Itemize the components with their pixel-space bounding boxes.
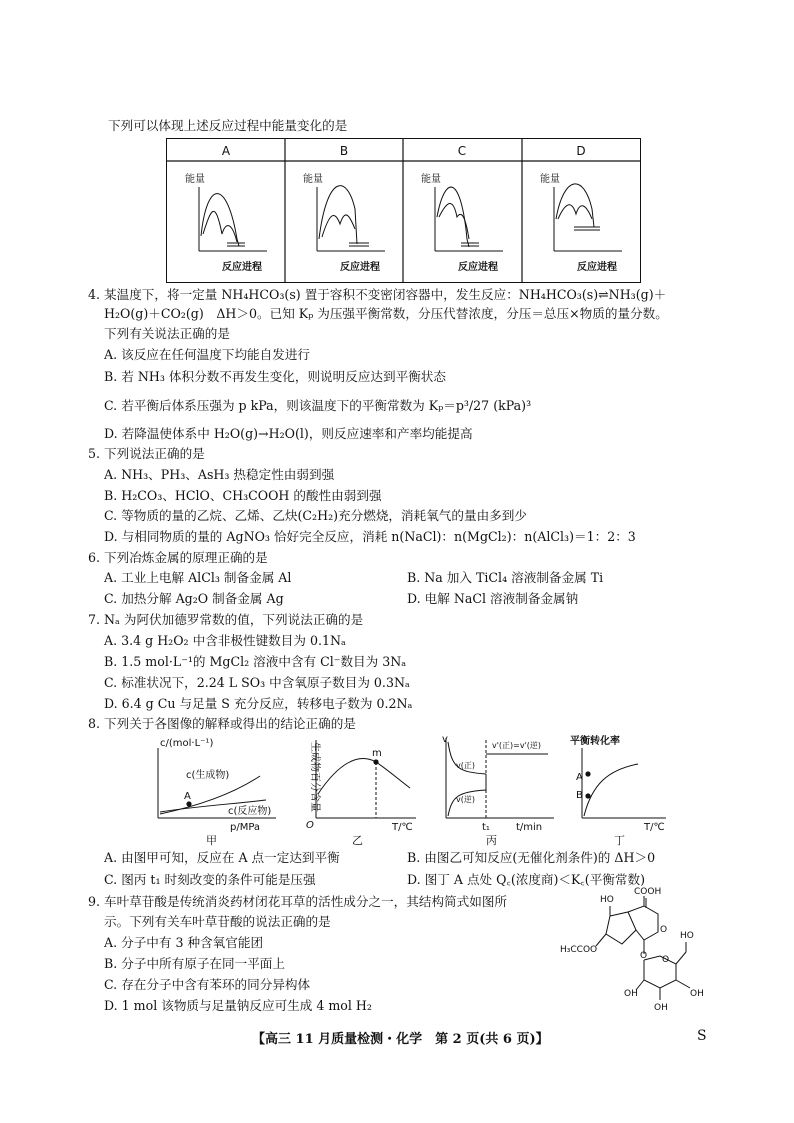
q4-stem-1: 4. 某温度下，将一定量 NH₄HCO₃(s) 置于容积不变密闭容器中，发生反应：NH₄HCO₃(s)⇌NH₃(g)＋	[88, 287, 667, 302]
page-mark: S	[697, 1028, 707, 1044]
bing-caption: 丙	[486, 834, 497, 846]
bing-v-reverse: v(逆)	[456, 795, 475, 804]
struct-oh-right: OH	[690, 989, 704, 999]
q6-stem: 6. 下列冶炼金属的原理正确的是	[88, 550, 268, 565]
bing-ylabel: v	[442, 734, 448, 745]
q4-stem-2: H₂O(g)＋CO₂(g) ΔH＞0。已知 Kₚ 为压强平衡常数，分压代替浓度，分压＝总压×物质的量分数。	[104, 306, 668, 321]
q5-option-a: A. NH₃、PH₃、AsH₃ 热稳定性由弱到强	[104, 467, 335, 482]
ding-ylabel: 平衡转化率	[570, 736, 620, 747]
jia-curve-reactant: c(反应物)	[228, 806, 272, 817]
q8-option-a: A. 由图甲可知，反应在 A 点一定达到平衡	[104, 850, 340, 865]
q9-stem-1: 9. 车叶草苷酸是传统消炎药材闭花耳草的活性成分之一，其结构简式如图所	[88, 894, 508, 909]
q4-stem-3: 下列有关说法正确的是	[104, 326, 230, 341]
q4-option-c: C. 若平衡后体系压强为 p kPa，则该温度下的平衡常数为 Kₚ＝p³/27 (kPa)³	[104, 398, 532, 413]
panel-c-xlabel: 反应进程	[458, 262, 498, 273]
header-b: B	[339, 144, 349, 158]
yi-point-m: m	[372, 748, 382, 759]
panel-a-ylabel: 能量	[185, 174, 205, 185]
panel-d-xlabel: 反应进程	[577, 262, 617, 273]
panel-c	[421, 172, 503, 273]
struct-ch2oh: HO	[680, 931, 694, 941]
q7-stem: 7. Nₐ 为阿伏加德罗常数的值，下列说法正确的是	[88, 612, 364, 627]
page-footer: 【高三 11 月质量检测・化学 第 2 页(共 6 页)】	[252, 1032, 549, 1047]
q9-option-b: B. 分子中所有原子在同一平面上	[104, 956, 285, 971]
energy-diagram-table	[166, 138, 641, 283]
panel-b-xlabel: 反应进程	[340, 262, 380, 273]
q4-option-a: A. 该反应在任何温度下均能自发进行	[104, 347, 311, 362]
q5-option-d: D. 与相同物质的量的 AgNO₃ 恰好完全反应，消耗 n(NaCl)：n(MgCl₂)：n(AlCl₃)＝1：2：3	[104, 529, 636, 544]
yi-ylabel: 生成物百分含量	[309, 742, 320, 812]
jia-point-a: A	[184, 791, 191, 802]
q9-option-c: C. 存在分子中含有苯环的同分异构体	[104, 977, 311, 992]
q7-option-b: B. 1.5 mol·L⁻¹的 MgCl₂ 溶液中含有 Cl⁻数目为 3Nₐ	[104, 654, 407, 669]
graph-ding	[568, 734, 668, 846]
q5-stem: 5. 下列说法正确的是	[88, 446, 205, 461]
header-d: D	[576, 144, 586, 158]
struct-oh-left: OH	[624, 989, 638, 999]
q6-option-b: B. Na 加入 TiCl₄ 溶液制备金属 Ti	[407, 570, 604, 585]
ding-xlabel: T/℃	[644, 822, 665, 833]
struct-ester: H₃CCOO	[560, 945, 598, 955]
jia-caption: 甲	[206, 834, 217, 846]
jia-ylabel: c/(mol·L⁻¹)	[160, 738, 214, 749]
graph-jia	[148, 734, 278, 846]
struct-o-ring2: O	[662, 955, 670, 965]
q6-option-c: C. 加热分解 Ag₂O 制备金属 Ag	[104, 591, 284, 606]
q8-option-b: B. 由图乙可知反应(无催化剂条件)的 ΔH＞0	[407, 850, 656, 865]
q5-option-c: C. 等物质的量的乙烷、乙烯、乙炔(C₂H₂)充分燃烧，消耗氧气的量由多到少	[104, 508, 527, 523]
struct-oh-top: HO	[600, 895, 614, 905]
q8-stem: 8. 下列关于各图像的解释或得出的结论正确的是	[88, 716, 356, 731]
struct-cooh: COOH	[634, 887, 662, 897]
header-c: C	[457, 144, 467, 158]
q4-option-d: D. 若降温使体系中 H₂O(g)→H₂O(l)，则反应速率和产率均能提高	[104, 426, 473, 441]
yi-origin: O	[306, 820, 314, 831]
graph-bing	[436, 734, 556, 846]
q9-option-d: D. 1 mol 该物质与足量钠反应可生成 4 mol H₂	[104, 998, 372, 1013]
bing-t1: t₁	[482, 822, 490, 833]
struct-o-link: O	[640, 951, 648, 961]
q4-option-b: B. 若 NH₃ 体积分数不再发生变化，则说明反应达到平衡状态	[104, 369, 446, 384]
jia-curve-product: c(生成物)	[186, 770, 230, 781]
q9-stem-2: 示。下列有关车叶草苷酸的说法正确的是	[104, 914, 331, 929]
header-a: A	[221, 144, 231, 158]
q6-option-d: D. 电解 NaCl 溶液制备金属钠	[407, 591, 579, 606]
ding-caption: 丁	[614, 834, 625, 846]
bing-equal-label: v'(正)=v'(逆)	[492, 741, 542, 750]
ding-point-a: A	[576, 772, 583, 783]
q9-option-a: A. 分子中有 3 种含氧官能团	[104, 935, 264, 950]
q6-option-a: A. 工业上电解 AlCl₃ 制备金属 Al	[104, 570, 292, 585]
graph-yi	[298, 734, 420, 846]
panel-d	[540, 172, 622, 273]
q7-option-d: D. 6.4 g Cu 与足量 S 充分反应，转移电子数为 0.2Nₐ	[104, 696, 413, 711]
q7-option-c: C. 标准状况下，2.24 L SO₃ 中含氧原子数目为 0.3Nₐ	[104, 675, 410, 690]
panel-d-ylabel: 能量	[540, 174, 560, 185]
panel-a	[185, 172, 267, 273]
struct-oh-bottom: OH	[654, 1003, 668, 1013]
structure-diagram	[560, 886, 730, 1016]
yi-xlabel: T/℃	[392, 822, 413, 833]
jia-xlabel: p/MPa	[230, 822, 261, 833]
q8-option-d: D. 图丁 A 点处 Q꜀(浓度商)＜K꜀(平衡常数)	[407, 872, 645, 887]
panel-b-ylabel: 能量	[303, 174, 323, 185]
panel-b	[303, 172, 385, 273]
ding-point-b: B	[576, 790, 583, 801]
intro-text: 下列可以体现上述反应过程中能量变化的是	[108, 118, 348, 133]
energy-table-svg	[167, 139, 640, 282]
panel-c-ylabel: 能量	[421, 174, 441, 185]
panel-a-xlabel: 反应进程	[222, 262, 262, 273]
bing-xlabel: t/min	[516, 822, 543, 833]
q7-option-a: A. 3.4 g H₂O₂ 中含非极性键数目为 0.1Nₐ	[104, 633, 346, 648]
q5-option-b: B. H₂CO₃、HClO、CH₃COOH 的酸性由弱到强	[104, 488, 382, 503]
yi-caption: 乙	[352, 834, 363, 846]
bing-v-forward: v(正)	[456, 761, 475, 770]
q8-option-c: C. 图丙 t₁ 时刻改变的条件可能是压强	[104, 872, 316, 887]
struct-o-ring1: O	[660, 925, 668, 935]
